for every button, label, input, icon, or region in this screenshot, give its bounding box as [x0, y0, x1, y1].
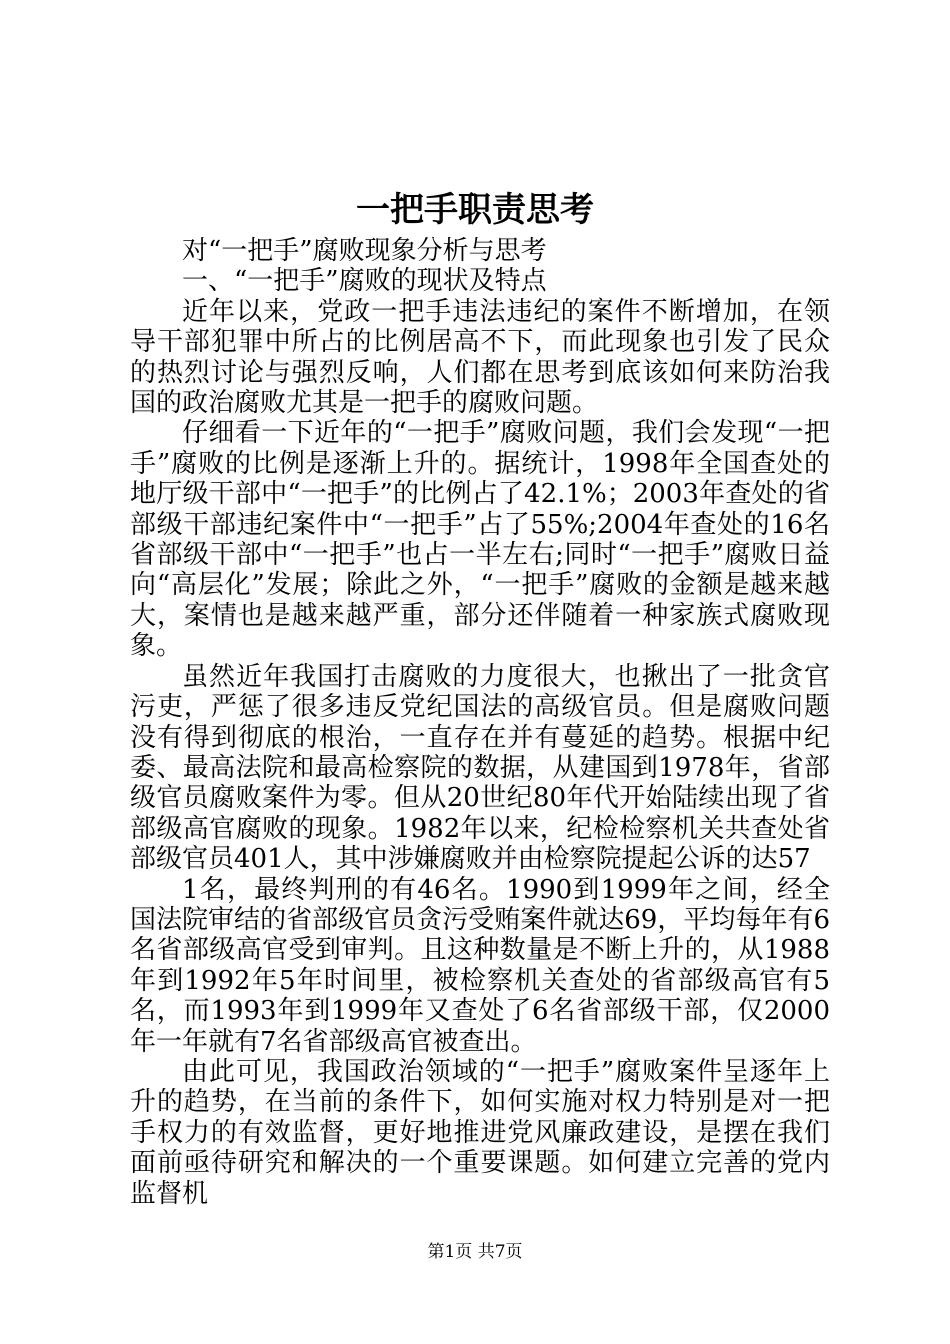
page-number-footer: 第1页 共7页 — [427, 1242, 523, 1262]
body-paragraph: 虽然近年我国打击腐败的力度很大，也揪出了一批贪官污吏，严惩了很多违反党纪国法的高级官员。但是腐败问题没有得到彻底的根治，一直存在并有蔓延的趋势。根据中纪委、最高法院和最高检察院的数据，从建国到1978年，省部级官员腐败案件为零。但从20世纪80年代开始陆续出现了省部级高官腐败的现象。1982年以来，纪检检察机关共查处省部级官员401人，其中涉嫌腐败并由检察院提起公诉的达57 — [130, 661, 830, 875]
document-title: 一把手职责思考 — [356, 190, 594, 230]
body-paragraph: 仔细看一下近年的“一把手”腐败问题，我们会发现“一把手”腐败的比例是逐渐上升的。据统计，1998年全国查处的地厅级干部中“一把手”的比例占了42.1%；2003年查处的省部级干部违纪案件中“一把手”占了55%;2004年查处的16名省部级干部中“一把手”也占一半左右;同时“一把手”腐败日益向“高层化”发展；除此之外，“一把手”腐败的金额是越来越大，案情也是越来越严重，部分还伴随着一种家族式腐败现象。 — [130, 418, 830, 662]
subtitle-paragraph: 对“一把手”腐败现象分析与思考 — [182, 236, 547, 266]
body-paragraph: 近年以来，党政一把手违法违纪的案件不断增加，在领导干部犯罪中所占的比例居高不下，而此现象也引发了民众的热烈讨论与强烈反响，人们都在思考到底该如何来防治我国的政治腐败尤其是一把手的腐败问题。 — [130, 296, 830, 419]
body-paragraph: 由此可见，我国政治领域的“一把手”腐败案件呈逐年上升的趋势，在当前的条件下，如何实施对权力特别是对一把手权力的有效监督，更好地推进党风廉政建设，是摆在我们面前亟待研究和解决的一个重要课题。如何建立完善的党内监督机 — [130, 1056, 830, 1209]
document-body — [130, 236, 830, 1209]
body-paragraph: 1名，最终判刑的有46名。1990到1999年之间，经全国法院审结的省部级官员贪污受贿案件就达69，平均每年有6名省部级高官受到审判。且这种数量是不断上升的，从1988年到1992年5年时间里，被检察机关查处的省部级高官有5名，而1993年到1999年又查处了6名省部级干部，仅2000年一年就有7名省部级高官被查出。 — [130, 874, 830, 1057]
section-heading: 一、“一把手”腐败的现状及特点 — [182, 266, 547, 297]
